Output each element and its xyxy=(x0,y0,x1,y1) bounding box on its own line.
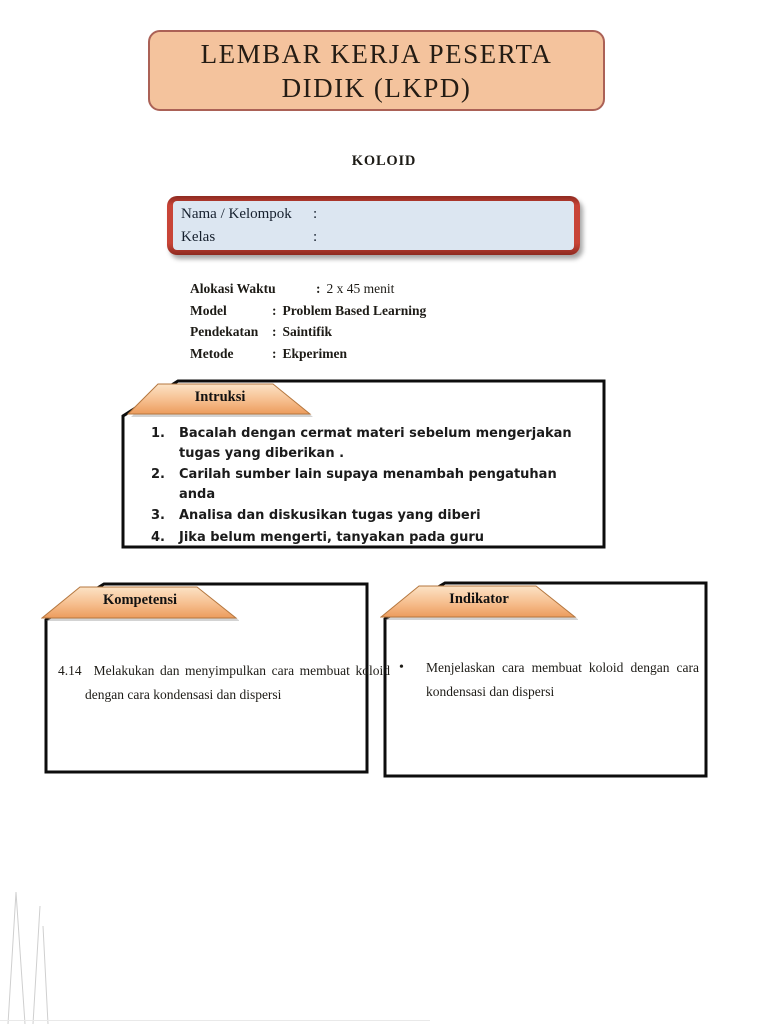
indicator-tab-label: Indikator xyxy=(449,591,509,607)
title-line-2: DIDIK (LKPD) xyxy=(281,72,472,103)
identity-row-name xyxy=(181,203,566,226)
instruction-item xyxy=(151,465,585,504)
instruction-item xyxy=(151,424,585,463)
meta-info xyxy=(190,278,590,364)
item-text: Jika belum mengerti, tanyakan pada guru xyxy=(179,529,485,545)
alokasi-value: 2 x 45 menit xyxy=(326,281,395,296)
pendekatan-separator: : xyxy=(272,324,277,339)
competency-description: Melakukan dan menyimpulkan cara membuat koloid dengan cara kondensasi dan dispersi xyxy=(85,663,390,702)
meta-row-model xyxy=(190,300,590,322)
identity-box xyxy=(167,196,580,255)
metode-value: Ekperimen xyxy=(282,345,348,361)
item-number: 2. xyxy=(151,467,165,482)
bullet-icon: • xyxy=(399,660,404,675)
indicator-item xyxy=(399,656,699,703)
metode-separator: : xyxy=(272,345,277,361)
name-separator: : xyxy=(313,206,318,222)
name-label: Nama / Kelompok xyxy=(181,206,292,222)
model-value: Problem Based Learning xyxy=(282,302,427,318)
competency-text xyxy=(58,659,390,706)
item-text: Bacalah dengan cermat materi sebelum mengerjakan tugas yang diberikan . xyxy=(179,426,572,461)
instruction-item xyxy=(151,528,585,548)
item-number: 3. xyxy=(151,508,165,523)
item-number: 1. xyxy=(151,426,165,441)
item-text: Carilah sumber lain supaya menambah pengatuhan anda xyxy=(179,467,557,502)
alokasi-separator: : xyxy=(316,281,321,296)
page-edge-line xyxy=(0,1020,430,1021)
subject-title: KOLOID xyxy=(351,153,417,169)
instructions-list xyxy=(151,424,585,549)
pendekatan-value: Saintifik xyxy=(282,324,333,339)
instructions-tab-label: Intruksi xyxy=(194,389,246,405)
class-label: Kelas xyxy=(181,229,216,245)
meta-row-pendekatan xyxy=(190,321,590,343)
name-field[interactable] xyxy=(317,203,566,226)
instruction-item xyxy=(151,506,585,526)
indicator-description: Menjelaskan cara membuat koloid dengan cara kondensasi dan dispersi xyxy=(426,660,699,699)
identity-row-class xyxy=(181,226,566,249)
indicator-tab xyxy=(380,585,578,618)
pendekatan-label: Pendekatan xyxy=(190,324,259,339)
item-number: 4. xyxy=(151,529,165,545)
model-label: Model xyxy=(190,302,227,318)
title-banner xyxy=(148,30,605,111)
alokasi-label: Alokasi Waktu xyxy=(190,281,276,296)
instructions-tab xyxy=(126,383,314,416)
class-separator: : xyxy=(313,229,318,245)
corner-scribble-decoration xyxy=(0,880,70,1024)
competency-code: 4.14 xyxy=(58,663,82,678)
identity-box-inner xyxy=(173,201,574,250)
model-separator: : xyxy=(272,302,277,318)
item-text: Analisa dan diskusikan tugas yang diberi xyxy=(179,508,481,523)
class-field[interactable] xyxy=(317,226,566,249)
title-line-1: LEMBAR KERJA PESERTA xyxy=(200,38,553,69)
metode-label: Metode xyxy=(190,345,234,361)
competency-tab xyxy=(41,586,239,619)
meta-row-metode xyxy=(190,343,590,365)
meta-row-alokasi xyxy=(190,278,590,300)
competency-tab-label: Kompetensi xyxy=(102,592,178,608)
